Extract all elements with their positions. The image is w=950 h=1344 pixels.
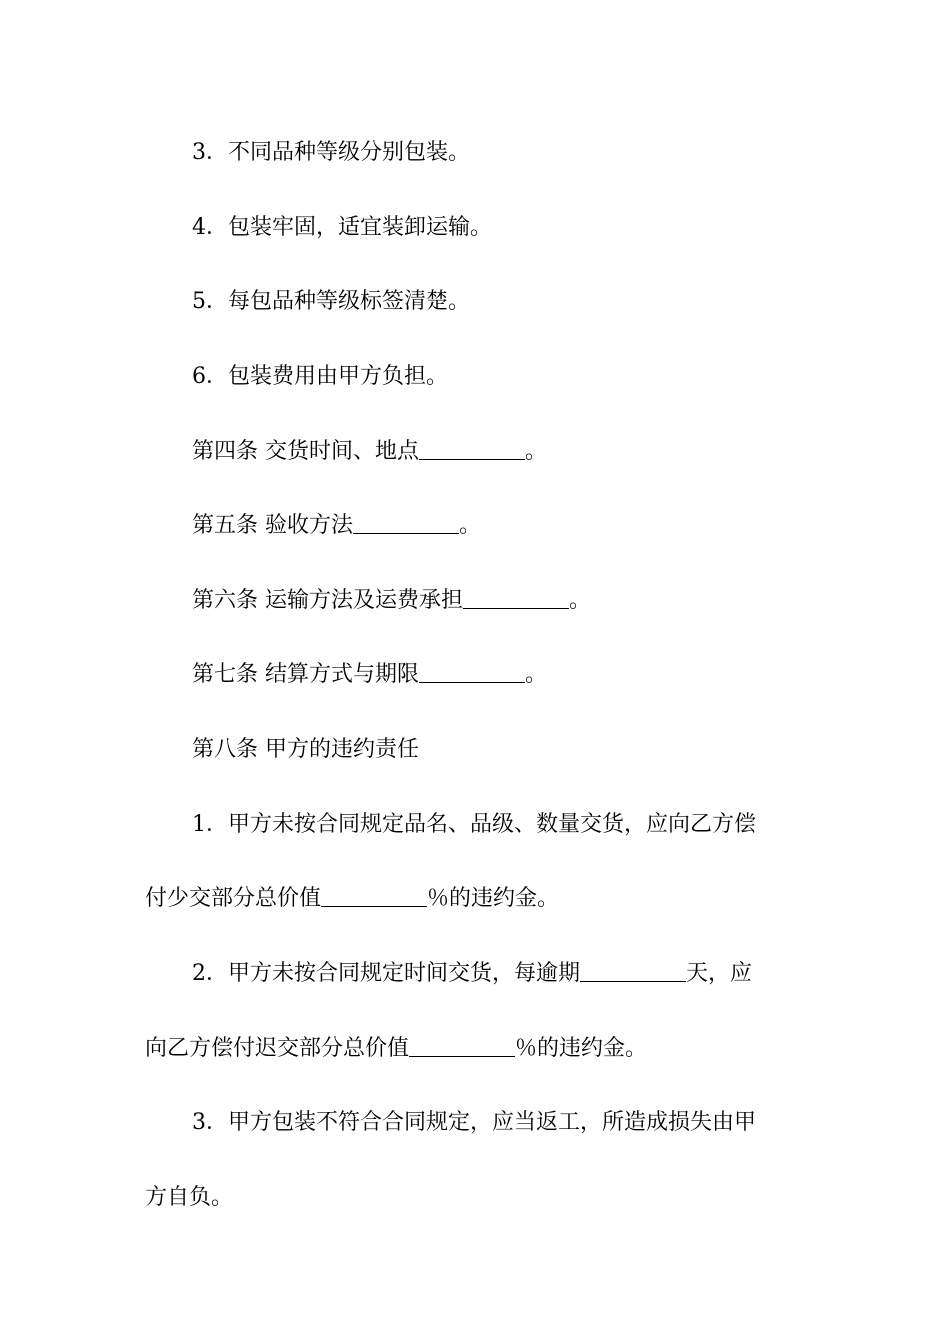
- clause-3-4-sturdy-packing: 4．包装牢固，适宜装卸运输。: [192, 215, 492, 240]
- shortfall-percent-blank: [321, 886, 427, 907]
- clause-3-3-separate-packing: 3．不同品种等级分别包装。: [192, 140, 470, 165]
- clause-8-2-mid: 天，应: [686, 961, 753, 986]
- clause-8-1-line-2: [145, 884, 559, 914]
- clause-8-2-end: ％的违约金。: [515, 1036, 648, 1061]
- article-6-transport: [192, 586, 591, 616]
- clause-8-1-end: ％的违约金。: [427, 886, 560, 911]
- overdue-days-blank: [580, 961, 686, 982]
- late-percent-blank: [409, 1036, 515, 1057]
- clause-8-3-line-2: 方自负。: [145, 1185, 234, 1210]
- article-7-settlement: [192, 660, 547, 690]
- acceptance-blank: [353, 513, 459, 534]
- article-7-text: 第七条 结算方式与期限: [192, 662, 419, 687]
- article-4-delivery: [192, 437, 547, 467]
- clause-3-6-packing-cost: 6．包装费用由甲方负担。: [192, 364, 448, 389]
- article-7-end: 。: [525, 662, 548, 687]
- article-8-heading: 第八条 甲方的违约责任: [192, 737, 419, 762]
- article-5-acceptance: [192, 511, 481, 541]
- transport-blank: [463, 588, 569, 609]
- clause-8-1-line-1: 1．甲方未按合同规定品名、品级、数量交货，应向乙方偿: [192, 812, 756, 837]
- clause-3-5-labels: 5．每包品种等级标签清楚。: [192, 289, 470, 314]
- article-6-text: 第六条 运输方法及运费承担: [192, 588, 463, 613]
- clause-8-2-text-2: 向乙方偿付迟交部分总价值: [145, 1036, 410, 1061]
- clause-8-1-text: 付少交部分总价值: [145, 886, 322, 911]
- clause-8-2-text: 2．甲方未按合同规定时间交货，每逾期: [192, 961, 580, 986]
- clause-8-2-line-2: [145, 1034, 647, 1064]
- delivery-blank: [419, 439, 525, 460]
- clause-8-3-line-1: 3．甲方包装不符合合同规定，应当返工，所造成损失由甲: [192, 1110, 756, 1135]
- clause-8-2-line-1: [192, 959, 752, 989]
- article-4-text: 第四条 交货时间、地点: [192, 439, 419, 464]
- article-4-end: 。: [525, 439, 548, 464]
- settlement-blank: [419, 662, 525, 683]
- article-5-text: 第五条 验收方法: [192, 513, 353, 538]
- article-6-end: 。: [569, 588, 592, 613]
- article-5-end: 。: [459, 513, 482, 538]
